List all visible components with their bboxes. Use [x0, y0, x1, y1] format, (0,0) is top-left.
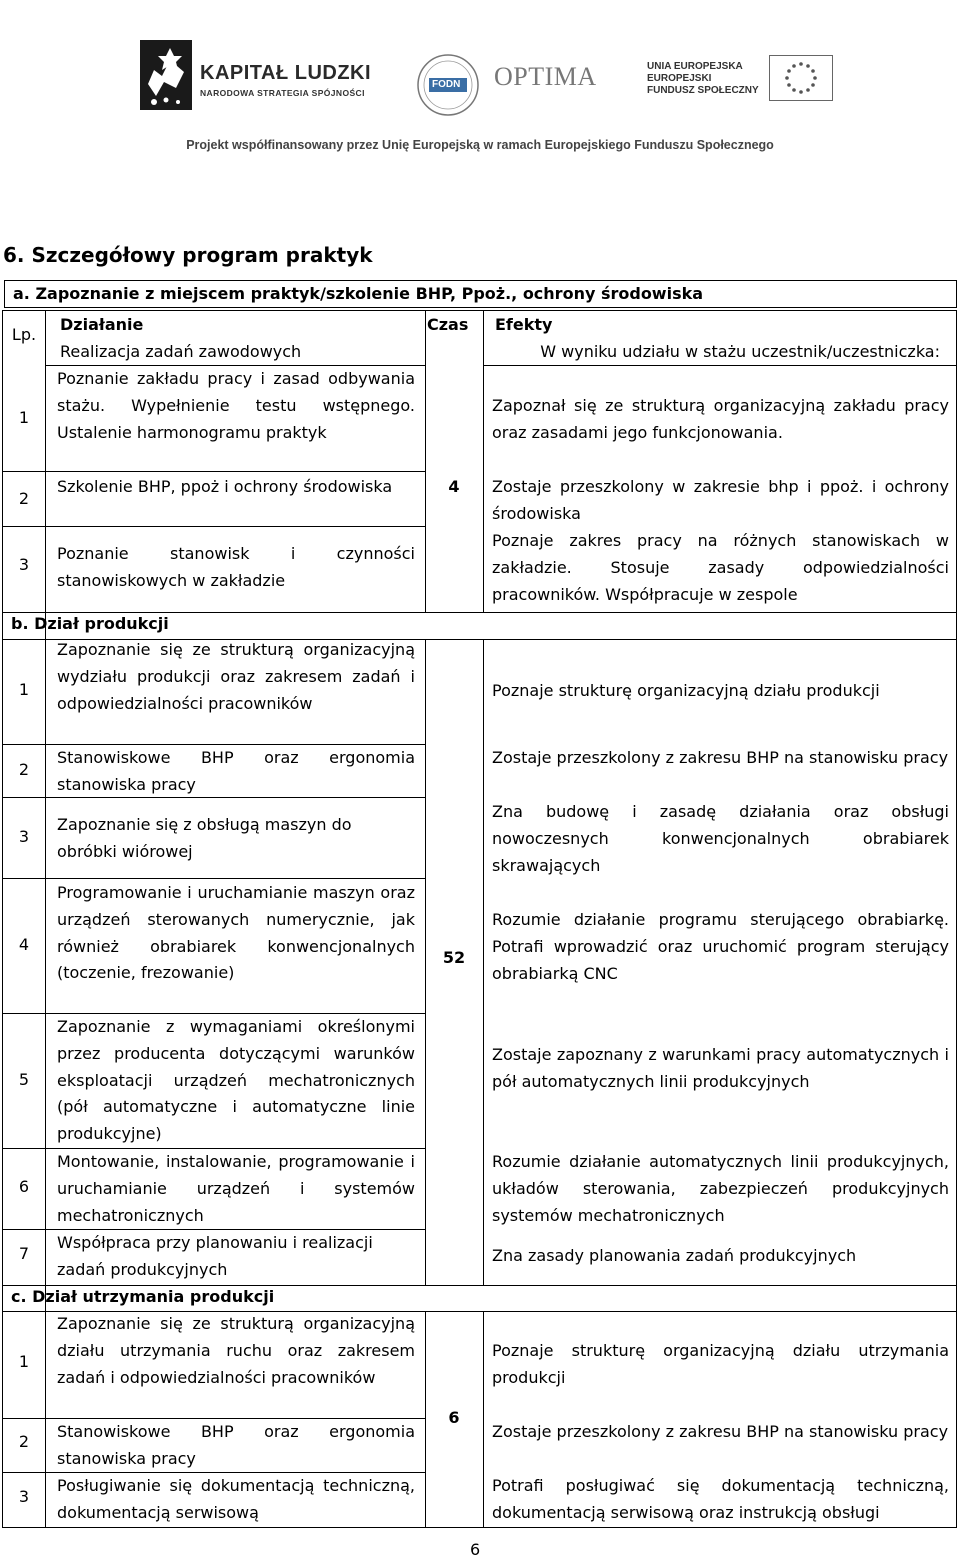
czas-cell: 6	[448, 1408, 460, 1427]
czas-cell: 52	[442, 948, 466, 967]
column-header-efekty-sub: W wyniku udziału w stażu uczestnik/uczestniczka:	[540, 342, 940, 361]
document-title: 6. Szczegółowy program praktyk	[3, 243, 373, 267]
eu-line-3: FUNDUSZ SPOŁECZNY	[647, 85, 759, 96]
action-cell: Posługiwanie się dokumentacją techniczną, dokumentacją serwisową	[57, 1476, 415, 1522]
effect-cell: Zostaje przeszkolony z zakresu BHP na stanowisku pracy	[492, 1422, 949, 1441]
effect-cell: Zostaje przeszkolony w zakresie bhp i ppoż. i ochrony środowiska	[492, 477, 949, 523]
action-cell: Zapoznanie się ze strukturą organizacyjną działu utrzymania ruchu oraz zakresem zadań i odpowiedzialności pracowników	[57, 1314, 415, 1387]
action-cell: Montowanie, instalowanie, programowanie i uruchamianie urządzeń i systemów mechatronicznych	[57, 1152, 415, 1225]
eu-logo	[647, 55, 837, 115]
column-header-czas: Czas	[427, 315, 469, 334]
effect-cell: Poznaje strukturę organizacyjną działu utrzymania produkcji	[492, 1341, 949, 1387]
effect-cell: Zapoznał się ze strukturą organizacyjną zakładu pracy oraz zasadami jego funkcjonowania.	[492, 396, 949, 442]
row-number: 7	[18, 1244, 30, 1263]
effect-cell: Zna zasady planowania zadań produkcyjnych	[492, 1246, 857, 1265]
effect-cell: Poznaje strukturę organizacyjną działu produkcji	[492, 681, 880, 700]
kapital-ludzki-title: KAPITAŁ LUDZKI	[200, 62, 372, 84]
effect-cell: Zostaje zapoznany z warunkami pracy automatycznych i pół automatycznych linii produkcyjnych	[492, 1045, 949, 1091]
action-cell: Zapoznanie się ze strukturą organizacyjną wydziału produkcji oraz zakresem zadań i odpowiedzialności pracowników	[57, 640, 415, 713]
grid-line	[483, 1311, 484, 1527]
row-number: 2	[18, 760, 30, 779]
section-a-heading: a. Zapoznanie z miejscem praktyk/szkolenie BHP, Ppoż., ochrony środowiska	[4, 280, 957, 308]
effect-cell: Poznaje zakres pracy na różnych stanowiskach w zakładzie. Stosuje zasady odpowiedzialności pracowników. Współpracuje w zespole	[492, 531, 949, 604]
row-number: 3	[18, 1487, 30, 1506]
row-line	[3, 471, 45, 472]
kapital-ludzki-logo	[140, 40, 380, 110]
row-number: 1	[18, 1352, 30, 1371]
page-number: 6	[470, 1540, 481, 1559]
action-cell: Stanowiskowe BHP oraz ergonomia stanowiska pracy	[57, 1422, 415, 1468]
row-number: 3	[18, 827, 30, 846]
row-line	[45, 471, 425, 472]
grid-line	[45, 311, 46, 1527]
grid-line	[483, 311, 484, 612]
action-cell: Stanowiskowe BHP oraz ergonomia stanowiska pracy	[57, 748, 415, 794]
eu-text	[647, 61, 759, 97]
column-header-dzialanie: Działanie	[60, 315, 144, 334]
section-c-heading: c. Dział utrzymania produkcji	[11, 1287, 275, 1306]
fodn-text: FODN	[432, 79, 461, 90]
internship-program-table	[2, 310, 957, 1528]
czas-cell: 4	[448, 477, 460, 496]
grid-line	[483, 639, 484, 1285]
action-cell: Zapoznanie się z obsługą maszyn do obróbki wiórowej	[57, 815, 352, 861]
section-b-heading: b. Dział produkcji	[11, 614, 169, 633]
row-number: 5	[18, 1070, 30, 1089]
column-header-lp: Lp.	[11, 325, 37, 344]
optima-logo: OPTIMA	[494, 62, 597, 91]
action-cell: Poznanie stanowisk i czynności stanowiskowych w zakładzie	[57, 544, 415, 590]
action-cell: Współpraca przy planowaniu i realizacji zadań produkcyjnych	[57, 1233, 373, 1279]
effect-cell: Potrafi posługiwać się dokumentacją techniczną, dokumentacją serwisową oraz instrukcją obsługi	[492, 1476, 949, 1522]
row-number: 2	[18, 1432, 30, 1451]
project-cofinancing-line: Projekt współfinansowany przez Unię Europejską w ramach Europejskiego Funduszu Społecznego	[186, 138, 774, 152]
eu-line-1: UNIA EUROPEJSKA	[647, 61, 743, 72]
eu-line-2: EUROPEJSKI	[647, 73, 712, 84]
effect-cell: Zna budowę i zasadę działania oraz obsługi nowoczesnych konwencjonalnych obrabiarek skrawających	[492, 802, 949, 875]
row-number: 6	[18, 1177, 30, 1196]
kapital-ludzki-mark-icon	[140, 40, 192, 110]
column-header-efekty: Efekty	[495, 315, 553, 334]
logo-bar	[0, 0, 960, 170]
eu-flag-icon	[769, 55, 833, 101]
row-line	[3, 526, 45, 527]
row-number: 3	[18, 555, 30, 574]
row-number: 2	[18, 489, 30, 508]
effect-cell: Zostaje przeszkolony z zakresu BHP na stanowisku pracy	[492, 748, 949, 767]
row-line	[45, 526, 425, 527]
action-cell: Poznanie zakładu pracy i zasad odbywania stażu. Wypełnienie testu wstępnego. Ustalenie harmonogramu praktyk	[57, 369, 415, 442]
column-header-dzialanie-sub: Realizacja zadań zawodowych	[60, 342, 302, 361]
action-cell: Zapoznanie z wymaganiami określonymi przez producenta dotyczącymi warunków eksploatacji urządzeń mechatronicznych (pół automatyczne i automatyczne linie produkcyjne)	[57, 1017, 415, 1144]
kapital-ludzki-subtitle: NARODOWA STRATEGIA SPÓJNOŚCI	[200, 88, 365, 98]
row-line	[3, 878, 425, 879]
effect-cell: Rozumie działanie programu sterującego obrabiarkę. Potrafi wprowadzić oraz uruchomić program sterujący obrabiarką CNC	[492, 910, 949, 983]
action-cell: Szkolenie BHP, ppoż i ochrony środowiska	[57, 477, 393, 496]
row-number: 4	[18, 935, 30, 954]
action-cell: Programowanie i uruchamianie maszyn oraz urządzeń sterowanych numerycznie, jak również obrabiarek konwencjonalnych (toczenie, frezowanie)	[57, 883, 415, 983]
row-number: 1	[18, 408, 30, 427]
effect-cell: Rozumie działanie automatycznych linii produkcyjnych, układów sterowania, zabezpieczeń produkcyjnych systemów mechatronicznych	[492, 1152, 949, 1225]
row-number: 1	[18, 680, 30, 699]
grid-line	[425, 311, 426, 612]
